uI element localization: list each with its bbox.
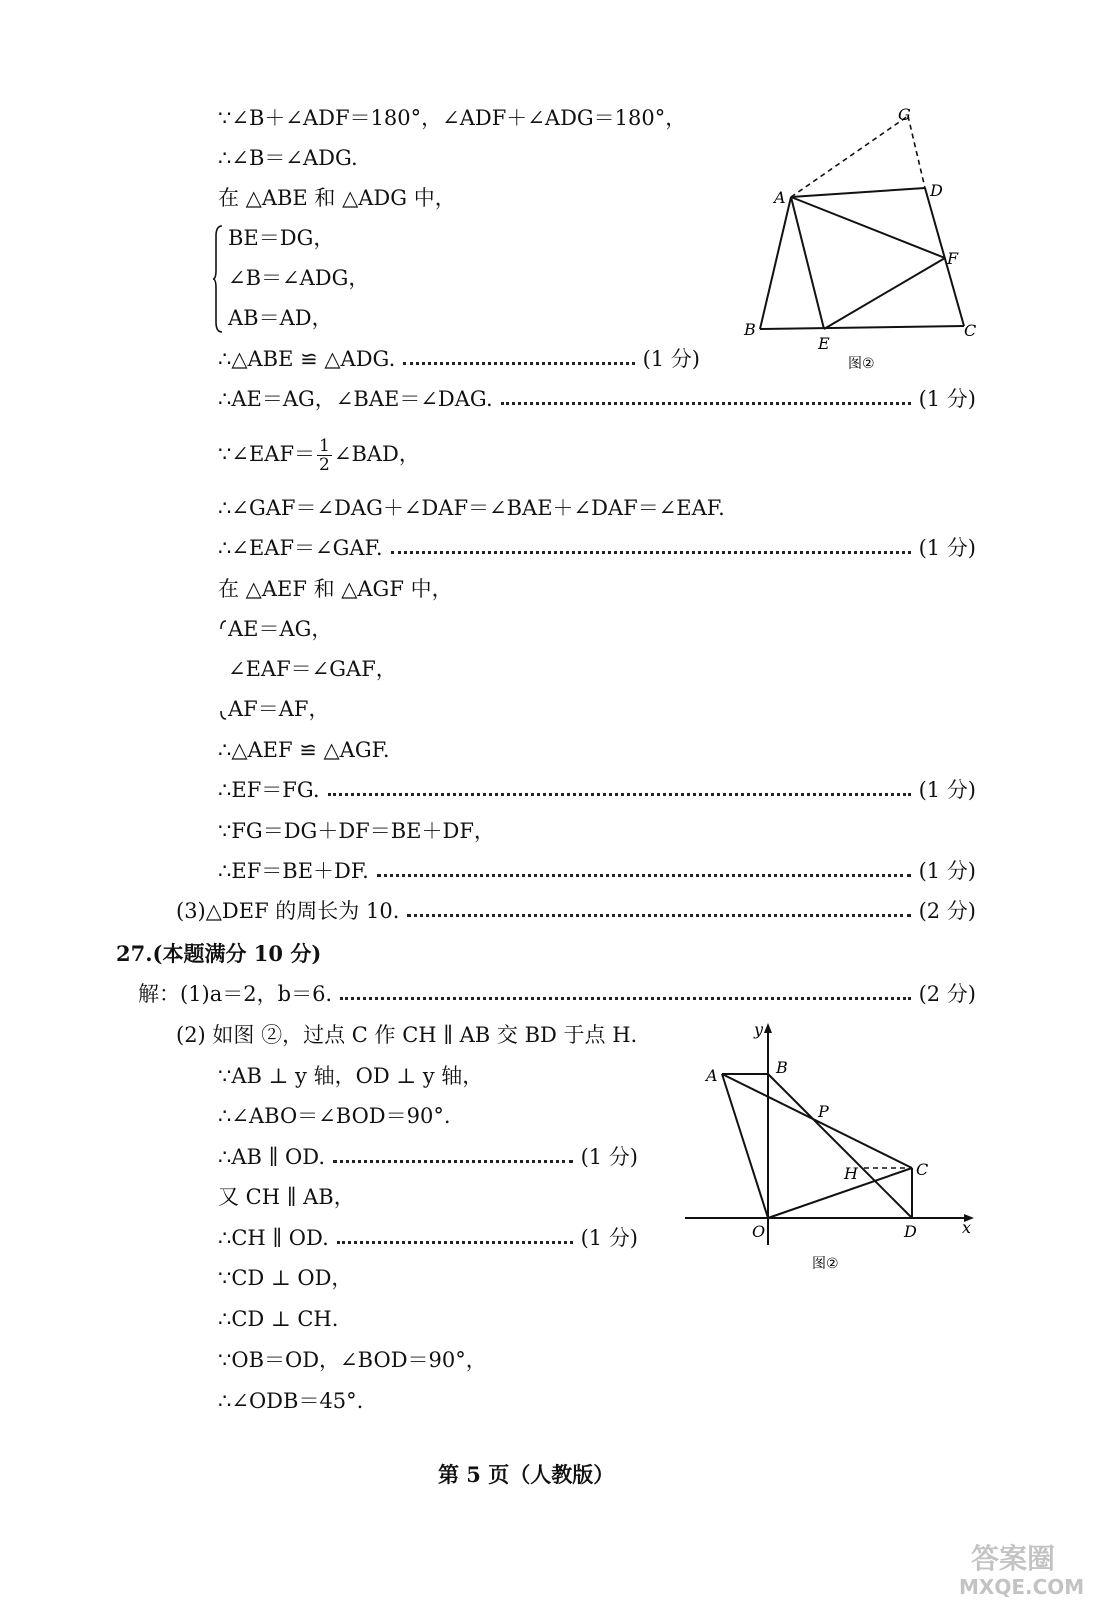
figure-square — [738, 100, 978, 380]
figure-coordinate — [680, 1015, 980, 1275]
proof-text: ∴∠EAF＝∠GAF. — [218, 536, 383, 560]
proof-line: ∵FG＝DG＋DF＝BE＋DF， — [218, 819, 495, 843]
proof-text: ∠BAD， — [333, 442, 420, 466]
system-line: AF＝AF， — [228, 697, 330, 721]
score-label: (1 分) — [918, 859, 976, 883]
proof-text: ∴EF＝FG. — [218, 778, 320, 802]
proof-line-fraction — [218, 436, 420, 475]
score-line — [218, 857, 976, 885]
proof-line: ∵CD ⊥ OD， — [218, 1266, 353, 1290]
proof-text: ∴EF＝BE＋DF. — [218, 859, 369, 883]
proof-line: ∴CD ⊥ CH. — [218, 1307, 339, 1331]
point-label-D: D — [904, 1222, 917, 1241]
system-line: AE＝AG， — [228, 617, 333, 641]
question-header: 27.(本题满分 10 分) — [116, 941, 322, 966]
segment-AG-dashed — [791, 116, 908, 197]
segment-DA — [791, 188, 925, 197]
point-label-C: C — [964, 321, 977, 340]
system-line: ∠EAF＝∠GAF， — [228, 657, 397, 681]
segment-OC — [768, 1168, 912, 1218]
leader-dots — [337, 1241, 573, 1244]
watermark-logo — [931, 1538, 1101, 1598]
proof-line: 在 △ABE 和 △ADG 中， — [218, 186, 456, 210]
proof-line: ∴∠ABO＝∠BOD＝90°. — [218, 1104, 451, 1128]
score-label: (1 分) — [580, 1145, 638, 1169]
segment-AF — [791, 197, 945, 258]
watermark-top-text: 答案圈 — [971, 1542, 1056, 1575]
watermark-bottom-text: MXQE.COM — [959, 1575, 1085, 1598]
watermark-graphic — [931, 1538, 1101, 1598]
proof-line: ∴△AEF ≌ △AGF. — [218, 738, 390, 762]
proof-line: 在 △AEF 和 △AGF 中， — [218, 577, 453, 601]
score-line — [218, 345, 700, 373]
score-line — [218, 776, 976, 804]
point-label-O: O — [752, 1222, 766, 1241]
fraction-denominator: 2 — [319, 455, 330, 475]
proof-line: ∴∠B＝∠ADG. — [218, 146, 358, 170]
leader-dots — [328, 793, 911, 796]
fraction-numerator: 1 — [319, 436, 330, 456]
point-label-E: E — [818, 334, 830, 353]
point-label-G: G — [898, 105, 911, 124]
segment-BC — [760, 326, 964, 329]
leader-dots — [377, 874, 911, 877]
proof-text: 解：(1)a＝2，b＝6. — [138, 982, 333, 1006]
segment-AE — [791, 197, 824, 329]
proof-text: ∴△ABE ≌ △ADG. — [218, 347, 396, 371]
proof-line: ∴∠ODB＝45°. — [218, 1389, 364, 1413]
leader-dots — [501, 402, 911, 405]
point-label-F: F — [947, 249, 959, 268]
score-label: (2 分) — [918, 982, 976, 1006]
system-line: ∠B＝∠ADG， — [228, 266, 370, 290]
proof-line: 又 CH ∥ AB， — [218, 1185, 355, 1209]
proof-line: ∵∠B＋∠ADF＝180°，∠ADF＋∠ADG＝180°， — [218, 106, 687, 130]
score-line — [218, 385, 976, 413]
system-line: BE＝DG， — [228, 226, 335, 250]
point-label-B: B — [744, 320, 756, 339]
system-brace — [212, 224, 224, 334]
score-line — [176, 897, 976, 925]
brace-icon — [216, 615, 228, 725]
segment-BD — [768, 1074, 912, 1218]
brace-icon — [212, 224, 224, 334]
score-label: (1 分) — [580, 1226, 638, 1250]
segment-AB — [760, 197, 791, 329]
leader-dots — [391, 551, 911, 554]
proof-text: (3)△DEF 的周长为 10. — [176, 899, 400, 923]
point-label-A: A — [706, 1066, 718, 1085]
point-label-B: B — [776, 1058, 788, 1077]
y-axis-arrow-icon — [764, 1023, 772, 1033]
fraction — [317, 437, 332, 474]
leader-dots — [333, 1160, 573, 1163]
segment-EF — [824, 258, 945, 329]
geometry-figure-2 — [680, 1015, 980, 1275]
proof-text: ∴AE＝AG，∠BAE＝∠DAG. — [218, 387, 493, 411]
score-label: (1 分) — [918, 778, 976, 802]
system-line: AB＝AD， — [228, 306, 333, 330]
segment-GD-dashed — [908, 116, 925, 188]
segment-AO — [722, 1074, 768, 1218]
figure-caption: 图② — [848, 356, 875, 372]
score-label: (1 分) — [918, 387, 976, 411]
point-label-P: P — [818, 1102, 829, 1121]
score-label: (1 分) — [642, 347, 700, 371]
proof-line: ∴∠GAF＝∠DAG＋∠DAF＝∠BAE＋∠DAF＝∠EAF. — [218, 496, 725, 520]
score-line — [138, 980, 976, 1008]
score-line — [218, 1224, 638, 1252]
proof-line: (2) 如图 ②，过点 C 作 CH ∥ AB 交 BD 于点 H. — [176, 1023, 638, 1047]
axis-label-x: x — [962, 1218, 972, 1237]
score-label: (1 分) — [918, 536, 976, 560]
score-line — [218, 534, 976, 562]
leader-dots — [403, 362, 634, 365]
point-label-H: H — [844, 1164, 858, 1183]
score-label: (2 分) — [918, 899, 976, 923]
proof-text: ∴AB ∥ OD. — [218, 1145, 325, 1169]
score-line — [218, 1143, 638, 1171]
geometry-figure-1 — [738, 100, 978, 380]
proof-line: ∵AB ⊥ y 轴，OD ⊥ y 轴， — [218, 1064, 484, 1088]
proof-line: ∵OB＝OD，∠BOD＝90°， — [218, 1348, 487, 1372]
figure-caption: 图② — [812, 1256, 839, 1272]
leader-dots — [407, 914, 910, 917]
system-brace — [216, 615, 228, 725]
point-label-D: D — [930, 181, 943, 200]
point-label-A: A — [774, 188, 786, 207]
axis-label-y: y — [754, 1020, 764, 1039]
leader-dots — [340, 997, 910, 1000]
page-footer: 第 5 页（人教版） — [438, 1462, 615, 1487]
proof-text: ∴CH ∥ OD. — [218, 1226, 329, 1250]
proof-text: ∵∠EAF＝ — [218, 442, 316, 466]
segment-AC — [722, 1074, 912, 1168]
point-label-C: C — [916, 1160, 929, 1179]
